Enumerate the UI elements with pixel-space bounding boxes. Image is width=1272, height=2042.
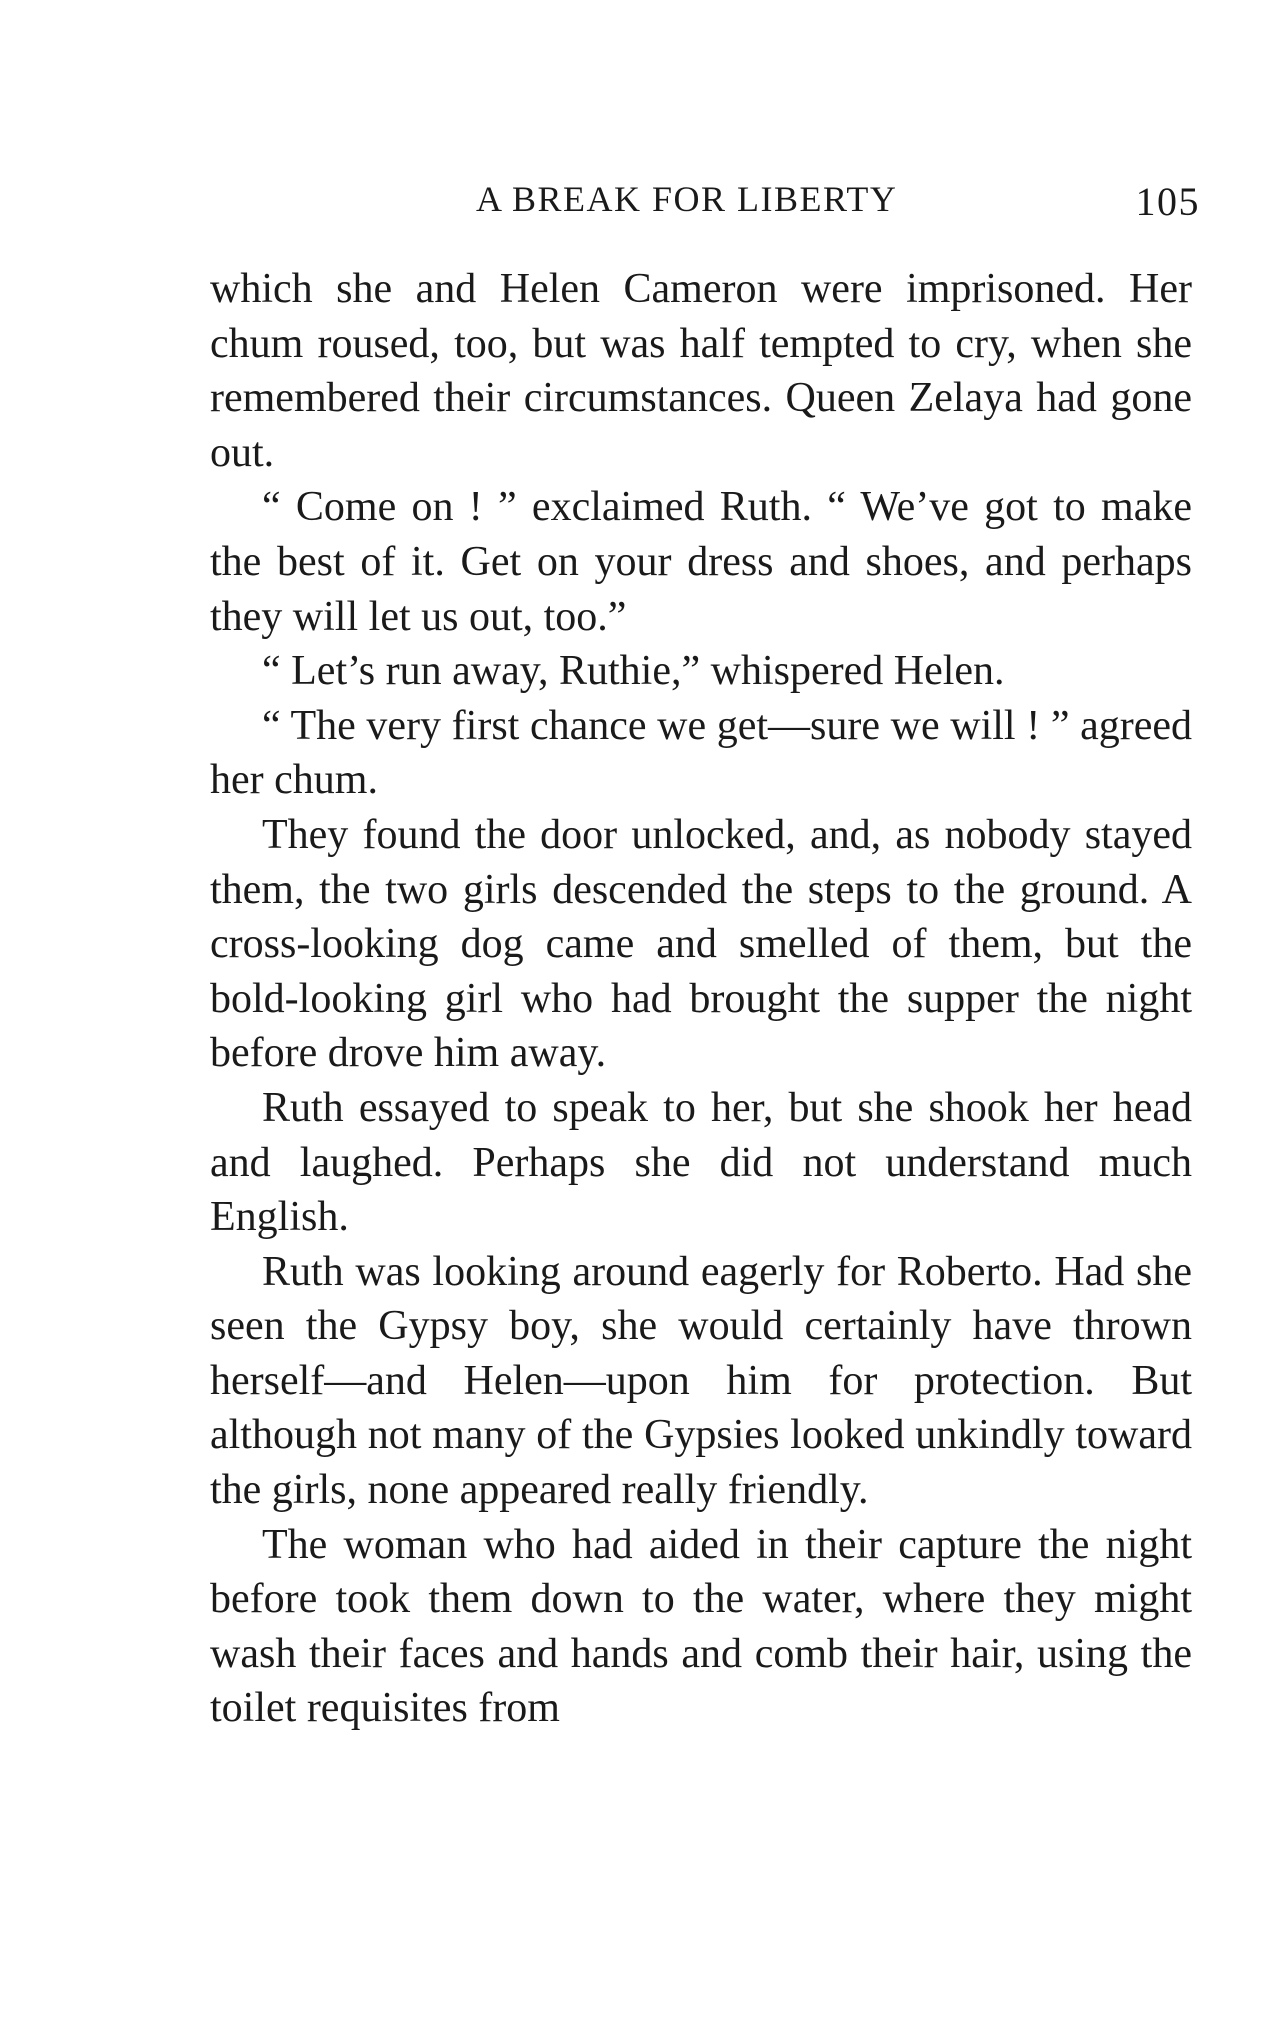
paragraph: “ Come on ! ” exclaimed Ruth. “ We’ve got to make the best of it. Get on your dress and shoes, and perhaps they will let us out, too.”	[210, 484, 1192, 640]
body-text	[210, 262, 1192, 1736]
paragraph: “ Let’s run away, Ruthie,” whispered Helen.	[262, 648, 1005, 695]
page-number: 105	[1135, 179, 1200, 224]
running-head	[210, 178, 1200, 228]
running-title: A BREAK FOR LIBERTY	[476, 179, 898, 219]
paragraph: Ruth essayed to speak to her, but she shook her head and laughed. Perhaps she did not understand much English.	[210, 1084, 1192, 1241]
paragraph: The woman who had aided in their capture the night before took them down to the water, where they might wash their faces and hands and comb their hair, using the toilet requisites from	[210, 1521, 1192, 1732]
paragraph: “ The very first chance we get—sure we will ! ” agreed her chum.	[210, 702, 1192, 804]
paragraph-continued: which she and Helen Cameron were imprisoned. Her chum roused, too, but was half tempted to cry, when she remembered their circumstances. Queen Zelaya had gone out.	[210, 266, 1192, 476]
paragraph: They found the door unlocked, and, as nobody stayed them, the two girls descended the steps to the ground. A cross-looking dog came and smelled of them, but the bold-looking girl who had brought the supper the night before drove him away.	[210, 811, 1192, 1077]
paragraph: Ruth was looking around eagerly for Roberto. Had she seen the Gypsy boy, she would certainly have thrown herself—and Helen—upon him for protection. But although not many of the Gypsies looked unkindly toward the girls, none appeared really friendly.	[210, 1248, 1192, 1514]
